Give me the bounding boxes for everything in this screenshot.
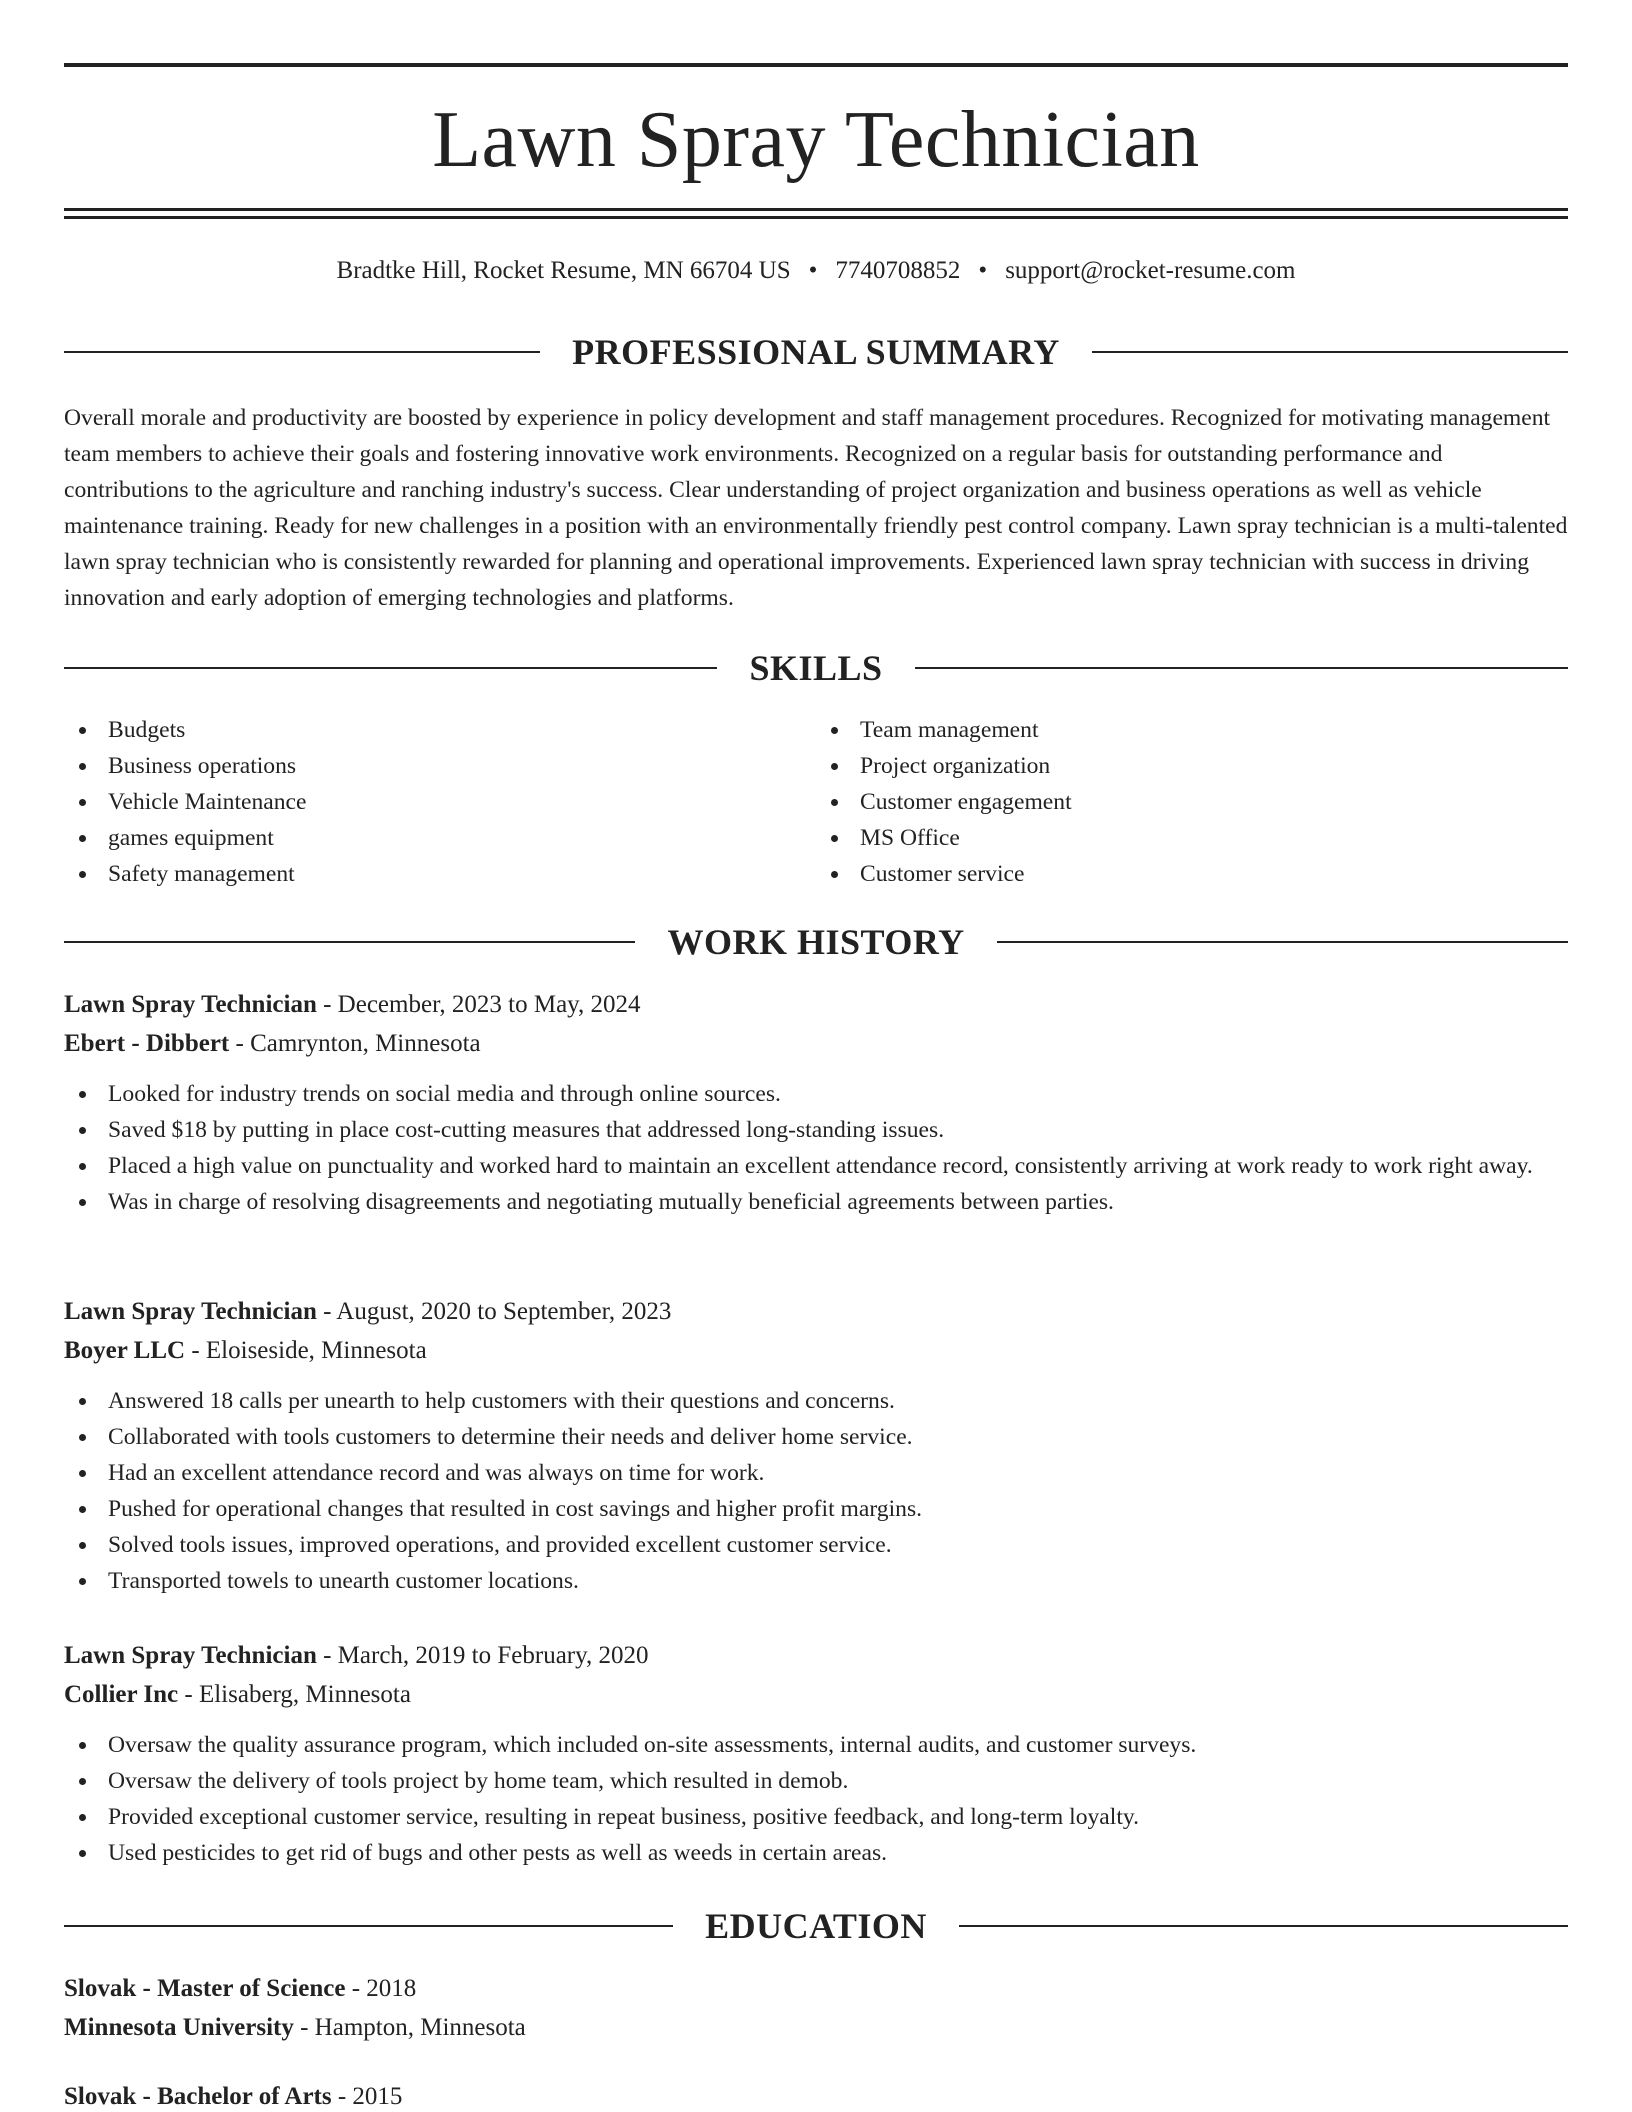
- job-company-line: [64, 1331, 1568, 1370]
- job-bullet: Looked for industry trends on social media and through online sources.: [64, 1076, 1568, 1112]
- heading-rule-right: [915, 667, 1568, 669]
- job-bullet: Transported towels to unearth customer locations.: [64, 1563, 1568, 1599]
- skill-item: Customer engagement: [816, 784, 1568, 820]
- skill-item: Business operations: [64, 748, 816, 784]
- skill-item: MS Office: [816, 820, 1568, 856]
- contact-separator: •: [978, 257, 988, 284]
- job-bullet: Collaborated with tools customers to determine their needs and deliver home service.: [64, 1419, 1568, 1455]
- job-bullet: Answered 18 calls per unearth to help customers with their questions and concerns.: [64, 1383, 1568, 1419]
- job-company-line: [64, 1675, 1568, 1714]
- job-company: Collier Inc: [64, 1681, 179, 1708]
- contact-email[interactable]: support@rocket-resume.com: [1005, 257, 1296, 284]
- education-title: EDUCATION: [705, 1906, 927, 1946]
- skills-heading: [64, 648, 1568, 688]
- heading-rule-left: [64, 1925, 673, 1927]
- education-degree: Slovak - Bachelor of Arts: [64, 2083, 332, 2110]
- education-heading: [64, 1906, 1568, 1946]
- job-bullet: Oversaw the delivery of tools project by home team, which resulted in demob.: [64, 1763, 1568, 1799]
- job-bullet: Had an excellent attendance record and was always on time for work.: [64, 1455, 1568, 1491]
- education-entry: [64, 1969, 1568, 2047]
- job-company: Boyer LLC: [64, 1337, 186, 1364]
- education-school-line: [64, 2008, 1568, 2047]
- skills-list: [64, 712, 1568, 892]
- heading-rule-right: [959, 1925, 1568, 1927]
- summary-title: PROFESSIONAL SUMMARY: [572, 332, 1060, 372]
- resume-title: Lawn Spray Technician: [432, 96, 1200, 184]
- job-entry: [64, 1292, 1568, 1599]
- heading-rule-right: [997, 941, 1568, 943]
- skill-item: Team management: [816, 712, 1568, 748]
- summary-text: Overall morale and productivity are boosted by experience in policy development and staff management procedures. Recognized for motivating management team members to achieve their goals and fostering innovative work environments. Recognized on a regular basis for outstanding performance and contributions to the agriculture and ranching industry's success. Clear understanding of project organization and business operations as well as vehicle maintenance training. Ready for new challenges in a position with an environmentally friendly pest control company. Lawn spray technician is a multi-talented lawn spray technician who is consistently rewarded for planning and operational improvements. Experienced lawn spray technician with success in driving innovation and early adoption of emerging technologies and platforms.: [64, 405, 1568, 611]
- job-dates: - December, 2023 to May, 2024: [316, 991, 641, 1018]
- skill-item: Vehicle Maintenance: [64, 784, 816, 820]
- contact-phone[interactable]: 7740708852: [835, 257, 961, 284]
- education-degree: Slovak - Master of Science: [64, 1975, 346, 2002]
- job-role: Lawn Spray Technician: [64, 1298, 317, 1325]
- work-heading: [64, 922, 1568, 962]
- job-bullets: [64, 1727, 1568, 1871]
- job-title-line: [64, 985, 1568, 1024]
- education-entry: [64, 2077, 1568, 2112]
- skills-title: SKILLS: [749, 648, 883, 688]
- skill-item: Project organization: [816, 748, 1568, 784]
- skill-item: games equipment: [64, 820, 816, 856]
- heading-rule-left: [64, 941, 635, 943]
- job-bullets: [64, 1383, 1568, 1599]
- title-double-rule: [64, 208, 1568, 219]
- education-degree-line: [64, 2077, 1568, 2112]
- job-entry: [64, 985, 1568, 1220]
- job-location: - Elisaberg, Minnesota: [178, 1681, 411, 1708]
- job-entry: [64, 1636, 1568, 1871]
- top-rule: [64, 63, 1568, 67]
- skill-item: Customer service: [816, 856, 1568, 892]
- education-degree-line: [64, 1969, 1568, 2008]
- skills-column-right: [816, 712, 1568, 892]
- contact-address: Bradtke Hill, Rocket Resume, MN 66704 US: [336, 257, 791, 284]
- summary-heading: [64, 332, 1568, 372]
- job-dates: - March, 2019 to February, 2020: [316, 1642, 649, 1669]
- job-title-line: [64, 1636, 1568, 1675]
- skills-column-left: [64, 712, 816, 892]
- job-location: - Eloiseside, Minnesota: [185, 1337, 427, 1364]
- job-title-line: [64, 1292, 1568, 1331]
- contact-line: [64, 255, 1568, 287]
- job-bullet: Used pesticides to get rid of bugs and other pests as well as weeds in certain areas.: [64, 1835, 1568, 1871]
- job-bullet: Oversaw the quality assurance program, which included on-site assessments, internal audits, and customer surveys.: [64, 1727, 1568, 1763]
- heading-rule-left: [64, 351, 540, 353]
- job-bullet: Was in charge of resolving disagreements and negotiating mutually beneficial agreements between parties.: [64, 1184, 1568, 1220]
- heading-rule-left: [64, 667, 717, 669]
- job-bullet: Pushed for operational changes that resulted in cost savings and higher profit margins.: [64, 1491, 1568, 1527]
- heading-rule-right: [1092, 351, 1568, 353]
- job-bullet: Placed a high value on punctuality and worked hard to maintain an excellent attendance record, consistently arriving at work ready to work right away.: [64, 1148, 1568, 1184]
- job-role: Lawn Spray Technician: [64, 1642, 317, 1669]
- education-school: Minnesota University: [64, 2014, 294, 2041]
- job-company-line: [64, 1024, 1568, 1063]
- job-bullet: Saved $18 by putting in place cost-cutting measures that addressed long-standing issues.: [64, 1112, 1568, 1148]
- job-bullet: Solved tools issues, improved operations, and provided excellent customer service.: [64, 1527, 1568, 1563]
- education-year: - 2015: [331, 2083, 403, 2110]
- skill-item: Budgets: [64, 712, 816, 748]
- contact-separator: •: [808, 257, 818, 284]
- education-location: - Hampton, Minnesota: [293, 2014, 526, 2041]
- skill-item: Safety management: [64, 856, 816, 892]
- job-role: Lawn Spray Technician: [64, 991, 317, 1018]
- work-title: WORK HISTORY: [667, 922, 965, 962]
- job-bullets: [64, 1076, 1568, 1220]
- education-year: - 2018: [345, 1975, 417, 2002]
- job-dates: - August, 2020 to September, 2023: [316, 1298, 672, 1325]
- job-bullet: Provided exceptional customer service, resulting in repeat business, positive feedback, and long-term loyalty.: [64, 1799, 1568, 1835]
- job-company: Ebert - Dibbert: [64, 1030, 230, 1057]
- job-location: - Camrynton, Minnesota: [229, 1030, 481, 1057]
